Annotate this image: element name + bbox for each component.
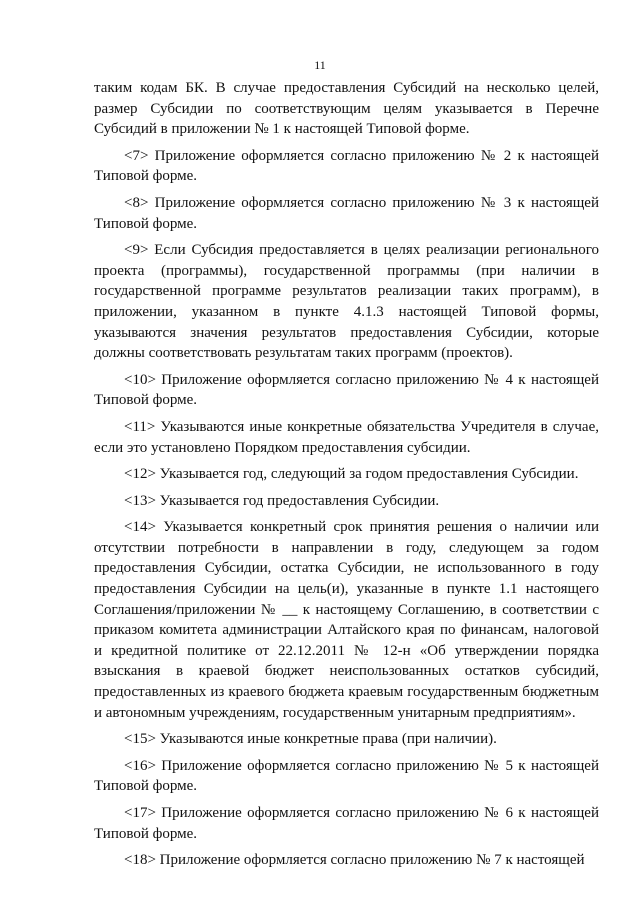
footnote-13: <13> Указывается год предоставления Субсидии. xyxy=(124,492,440,509)
footnote-11: <11> Указываются иные конкретные обязательства Учредителя в случае, если это установлено Порядком предоставления субсидии. xyxy=(94,418,599,456)
footnote-18: <18> Приложение оформляется согласно приложению № 7 к настоящей xyxy=(124,852,585,869)
footnote-15: <15> Указываются иные конкретные права (при наличии). xyxy=(124,731,497,748)
footnote-17: <17> Приложение оформляется согласно приложению № 6 к настоящей Типовой форме. xyxy=(94,805,599,842)
footnote-14: <14> Указывается конкретный срок принятия решения о наличии или отсутствии потребности в направлении в году, следующем за годом предоставления Субсидии, остатка Субсидии, не использованного в году предоставления Субсидии на цель(и), указанные в пункте 1.1 настоящего Соглашения/приложении № __ к настоящему Соглашению, в соответствии с приказом комитета администрации Алтайского края по финансам, налоговой и кредитной политике от 22.12.2011 № 12-н «Об утверждении порядка взыскания в краевой бюджет неиспользованных остатков субсидий, предоставленных из краевого бюджета краевым государственным бюджетным и автономным учреждениям, государственным унитарным предприятиям». xyxy=(94,519,599,721)
footnote-8: <8> Приложение оформляется согласно приложению № 3 к настоящей Типовой форме. xyxy=(94,194,599,232)
footnote-16: <16> Приложение оформляется согласно приложению № 5 к настоящей Типовой форме. xyxy=(94,757,599,795)
page-number: 11 xyxy=(314,58,326,72)
footnote-9: <9> Если Субсидия предоставляется в целях реализации регионального проекта (программы), государственной программы (при наличии в государственной программе результатов реализации таких программ), в приложении, указанном в пункте 4.1.3 настоящей Типовой формы, указываются значения результатов предоставления Субсидии, которые должны соответствовать результатам таких программ (проектов). xyxy=(94,242,599,362)
footnote-7: <7> Приложение оформляется согласно приложению № 2 к настоящей Типовой форме. xyxy=(94,147,599,185)
footnote-12: <12> Указывается год, следующий за годом предоставления Субсидии. xyxy=(124,466,579,483)
document-body xyxy=(94,78,599,877)
footnote-10: <10> Приложение оформляется согласно приложению № 4 к настоящей Типовой форме. xyxy=(94,371,599,409)
paragraph-continuation: таким кодам БК. В случае предоставления Субсидий на несколько целей, размер Субсидии по соответствующим целям указывается в Перечне Субсидий в приложении № 1 к настоящей Типовой форме. xyxy=(94,80,599,138)
